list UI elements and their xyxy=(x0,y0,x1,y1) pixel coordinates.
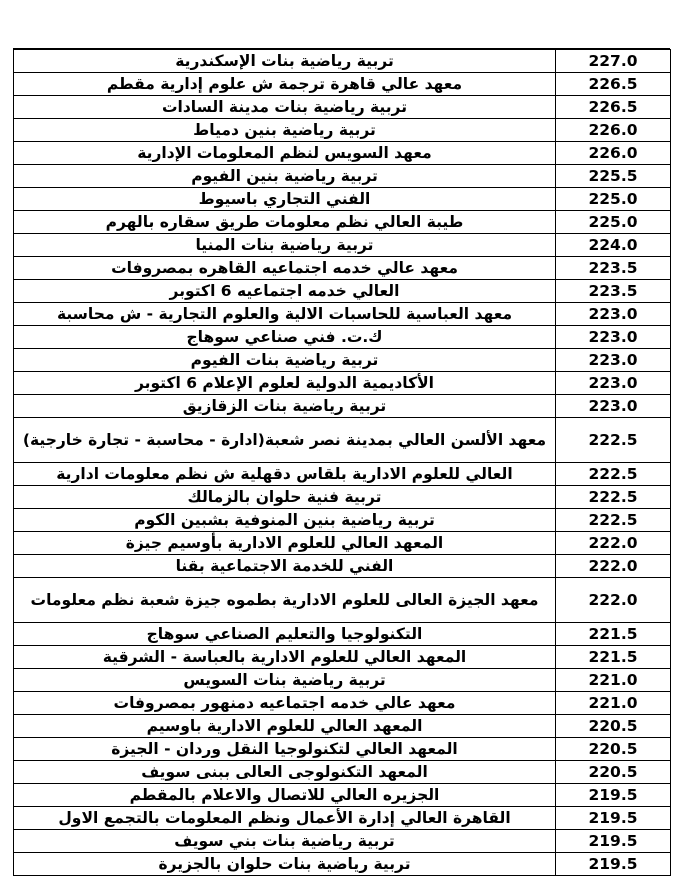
score-cell: 223.0 xyxy=(556,395,671,418)
institute-name-cell: معهد عالي قاهرة ترجمة ش علوم إدارية مقطم xyxy=(14,73,556,96)
table-row xyxy=(14,692,671,715)
scores-table xyxy=(13,49,671,876)
institute-name-cell: معهد الألسن العالي بمدينة نصر شعبة(ادارة - محاسبة - تجارة خارجية) xyxy=(14,418,556,463)
institute-name-cell: تربية رياضية بنات بني سويف xyxy=(14,830,556,853)
table-row xyxy=(14,761,671,784)
institute-name-cell: الأكاديمية الدولية لعلوم الإعلام 6 اكتوبر xyxy=(14,372,556,395)
institute-name-cell: تربية رياضية بنات مدينة السادات xyxy=(14,96,556,119)
score-cell: 223.0 xyxy=(556,372,671,395)
table-row xyxy=(14,395,671,418)
table-row xyxy=(14,555,671,578)
table-row xyxy=(14,532,671,555)
institute-name-cell: المعهد العالي للعلوم الادارية بالعباسة - الشرقية xyxy=(14,646,556,669)
institute-name-cell: العالي للعلوم الادارية بلقاس دقهلية ش نظم معلومات ادارية xyxy=(14,463,556,486)
table-row xyxy=(14,73,671,96)
table-row xyxy=(14,372,671,395)
score-cell: 225.5 xyxy=(556,165,671,188)
score-cell: 223.0 xyxy=(556,349,671,372)
table-row xyxy=(14,830,671,853)
table-row xyxy=(14,165,671,188)
institute-name-cell: التكنولوجيا والتعليم الصناعي سوهاج xyxy=(14,623,556,646)
institute-name-cell: ك.ت. فني صناعي سوهاج xyxy=(14,326,556,349)
institute-name-cell: تربية رياضية بنات الفيوم xyxy=(14,349,556,372)
score-cell: 227.0 xyxy=(556,50,671,73)
score-cell: 220.5 xyxy=(556,738,671,761)
table-row xyxy=(14,280,671,303)
institute-name-cell: الفني للخدمة الاجتماعية بقنا xyxy=(14,555,556,578)
table-row xyxy=(14,326,671,349)
table-row xyxy=(14,646,671,669)
score-cell: 222.5 xyxy=(556,463,671,486)
score-cell: 219.5 xyxy=(556,784,671,807)
table-row xyxy=(14,669,671,692)
score-cell: 223.5 xyxy=(556,280,671,303)
institute-name-cell: المعهد العالي لتكنولوجيا النقل وردان - الجيزة xyxy=(14,738,556,761)
institute-name-cell: تربية رياضية بنات السويس xyxy=(14,669,556,692)
score-cell: 225.0 xyxy=(556,188,671,211)
institute-name-cell: معهد عالي خدمه اجتماعيه القاهره بمصروفات xyxy=(14,257,556,280)
table-row xyxy=(14,463,671,486)
institute-name-cell: المعهد العالي للعلوم الادارية بأوسيم جيزة xyxy=(14,532,556,555)
institute-name-cell: تربية رياضية بنين الفيوم xyxy=(14,165,556,188)
scores-table-body xyxy=(14,50,671,876)
table-row xyxy=(14,349,671,372)
score-cell: 219.5 xyxy=(556,853,671,876)
table-row xyxy=(14,784,671,807)
institute-name-cell: تربية رياضية بنات الزقازيق xyxy=(14,395,556,418)
table-row xyxy=(14,715,671,738)
score-cell: 222.5 xyxy=(556,418,671,463)
table-row xyxy=(14,486,671,509)
table-row xyxy=(14,96,671,119)
table-row xyxy=(14,578,671,623)
institute-name-cell: المعهد التكنولوجى العالى ببنى سويف xyxy=(14,761,556,784)
institute-name-cell: تربية رياضية بنات الإسكندرية xyxy=(14,50,556,73)
institute-name-cell: تربية رياضية بنين المنوفية بشبين الكوم xyxy=(14,509,556,532)
score-cell: 226.5 xyxy=(556,96,671,119)
table-row xyxy=(14,418,671,463)
score-cell: 221.0 xyxy=(556,692,671,715)
table-row xyxy=(14,50,671,73)
score-cell: 222.0 xyxy=(556,532,671,555)
institute-name-cell: الجزيره العالي للاتصال والاعلام بالمقطم xyxy=(14,784,556,807)
table-row xyxy=(14,853,671,876)
table-row xyxy=(14,234,671,257)
results-sheet xyxy=(13,48,670,876)
institute-name-cell: معهد السويس لنظم المعلومات الإدارية xyxy=(14,142,556,165)
score-cell: 220.5 xyxy=(556,715,671,738)
table-row xyxy=(14,623,671,646)
institute-name-cell: تربية رياضية بنات المنيا xyxy=(14,234,556,257)
institute-name-cell: العالي خدمه اجتماعيه 6 اكتوبر xyxy=(14,280,556,303)
table-row xyxy=(14,142,671,165)
score-cell: 223.5 xyxy=(556,257,671,280)
score-cell: 224.0 xyxy=(556,234,671,257)
institute-name-cell: معهد العباسية للحاسبات الالية والعلوم التجارية - ش محاسبة xyxy=(14,303,556,326)
score-cell: 219.5 xyxy=(556,830,671,853)
score-cell: 223.0 xyxy=(556,303,671,326)
table-row xyxy=(14,211,671,234)
score-cell: 221.5 xyxy=(556,646,671,669)
table-row xyxy=(14,188,671,211)
table-row xyxy=(14,119,671,142)
institute-name-cell: القاهرة العالي إدارة الأعمال ونظم المعلومات بالتجمع الاول xyxy=(14,807,556,830)
institute-name-cell: معهد عالي خدمه اجتماعيه دمنهور بمصروفات xyxy=(14,692,556,715)
table-row xyxy=(14,509,671,532)
score-cell: 221.0 xyxy=(556,669,671,692)
score-cell: 226.5 xyxy=(556,73,671,96)
score-cell: 226.0 xyxy=(556,119,671,142)
institute-name-cell: طيبة العالي نظم معلومات طريق سقاره بالهرم xyxy=(14,211,556,234)
table-row xyxy=(14,303,671,326)
institute-name-cell: المعهد العالي للعلوم الادارية باوسيم xyxy=(14,715,556,738)
table-row xyxy=(14,257,671,280)
institute-name-cell: تربية رياضية بنين دمياط xyxy=(14,119,556,142)
score-cell: 223.0 xyxy=(556,326,671,349)
score-cell: 222.0 xyxy=(556,555,671,578)
score-cell: 221.5 xyxy=(556,623,671,646)
table-row xyxy=(14,738,671,761)
table-row xyxy=(14,807,671,830)
institute-name-cell: تربية فنية حلوان بالزمالك xyxy=(14,486,556,509)
score-cell: 225.0 xyxy=(556,211,671,234)
score-cell: 222.5 xyxy=(556,509,671,532)
score-cell: 226.0 xyxy=(556,142,671,165)
score-cell: 222.0 xyxy=(556,578,671,623)
institute-name-cell: معهد الجيزة العالى للعلوم الادارية بطموه جيزة شعبة نظم معلومات xyxy=(14,578,556,623)
institute-name-cell: تربية رياضية بنات حلوان بالجزيرة xyxy=(14,853,556,876)
score-cell: 222.5 xyxy=(556,486,671,509)
score-cell: 220.5 xyxy=(556,761,671,784)
score-cell: 219.5 xyxy=(556,807,671,830)
institute-name-cell: الفني التجاري باسيوط xyxy=(14,188,556,211)
